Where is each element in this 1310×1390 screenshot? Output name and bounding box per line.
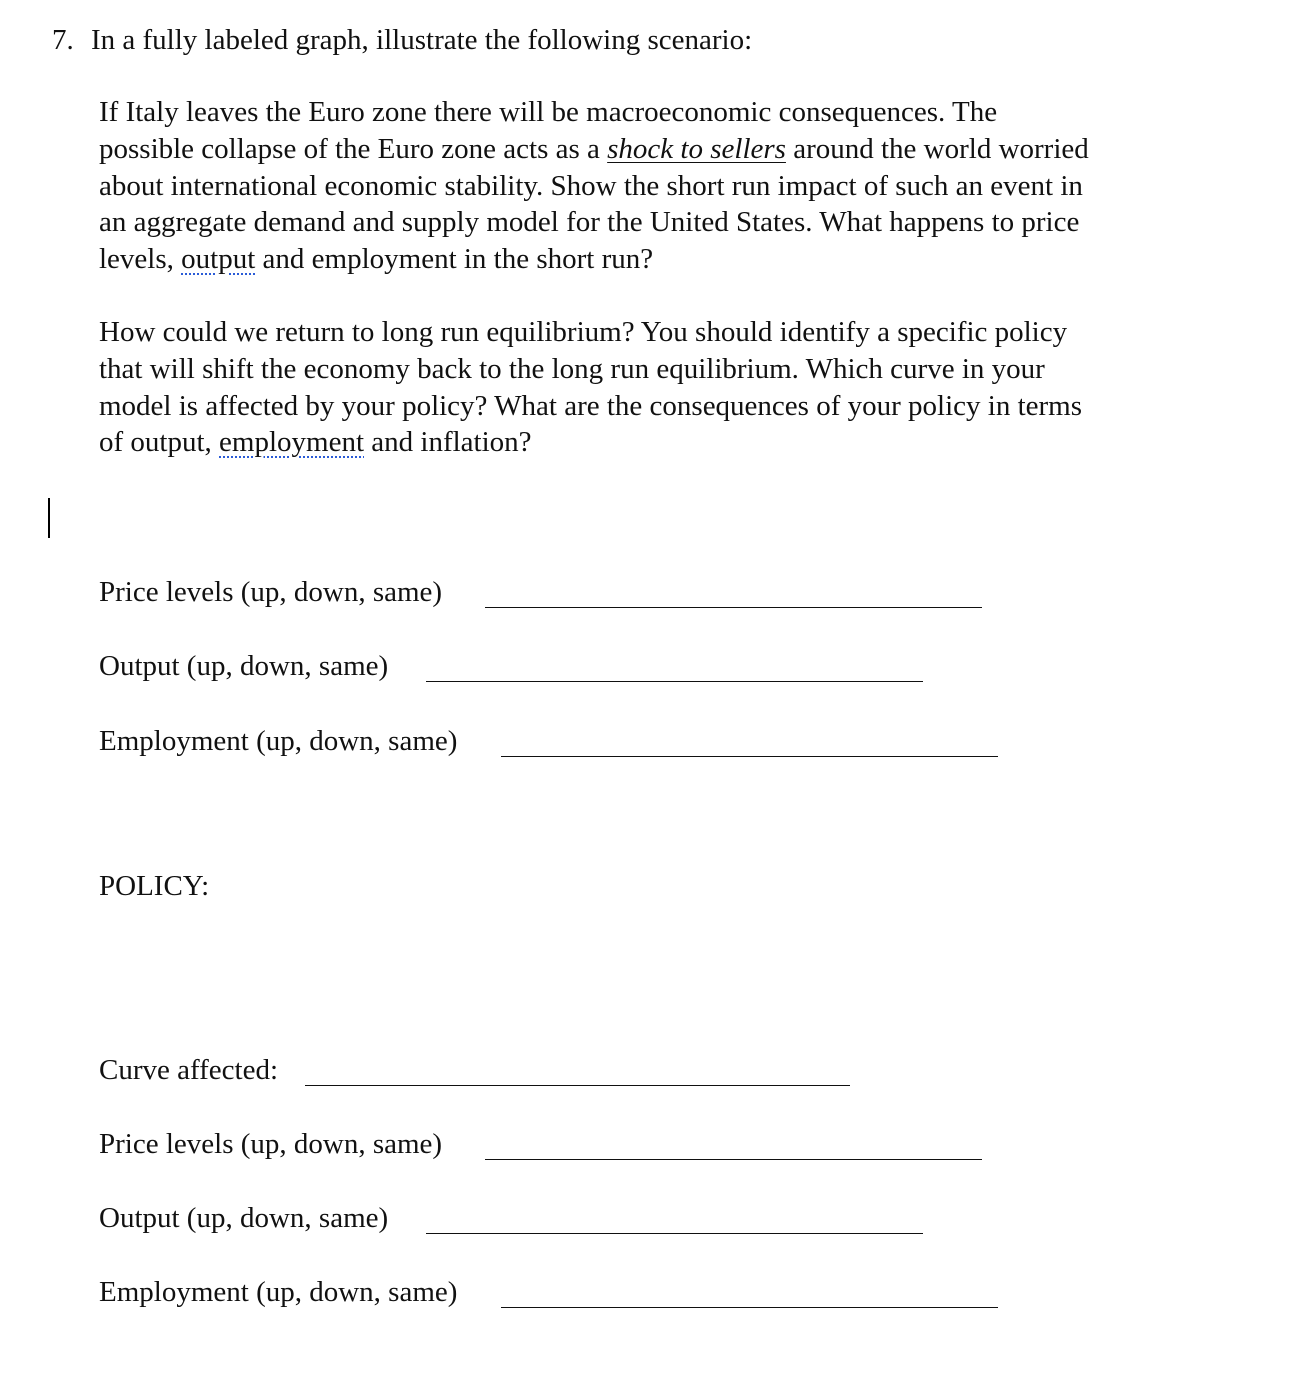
policy-question-line-4-end: and inflation?	[364, 426, 532, 459]
policy-question-line-4-start: of output,	[99, 426, 220, 459]
policy-question-paragraph	[99, 314, 1209, 461]
policy-question-line-1: How could we return to long run equilibrium? You should identify a specific policy	[99, 316, 1068, 348]
policy-employment-row	[99, 1274, 457, 1310]
policy-output-label: Output (up, down, same)	[99, 1202, 389, 1234]
short-run-output-row	[99, 648, 388, 684]
policy-output-row	[99, 1200, 388, 1236]
shock-to-sellers-phrase: shock to sellers	[607, 132, 786, 165]
policy-output-blank[interactable]	[426, 1233, 923, 1234]
scenario-line-5-end: and employment in the short run?	[255, 243, 654, 276]
short-run-employment-blank[interactable]	[501, 756, 998, 757]
short-run-output-blank[interactable]	[426, 681, 923, 682]
policy-price-levels-blank[interactable]	[485, 1159, 982, 1160]
policy-heading: POLICY:	[99, 870, 210, 902]
question-header	[52, 22, 752, 58]
policy-question-line-4	[99, 424, 1209, 461]
question-number: 7.	[52, 24, 74, 56]
policy-employment-label: Employment (up, down, same)	[99, 1276, 458, 1308]
scenario-line-4: an aggregate demand and supply model for the United States. What happens to price	[99, 206, 1080, 239]
scenario-paragraph	[99, 94, 1209, 278]
scenario-line-2-start: possible collapse of the Euro zone acts as a	[99, 132, 608, 165]
curve-affected-blank[interactable]	[305, 1085, 850, 1086]
grammar-marked-word-output[interactable]: output	[181, 243, 256, 276]
scenario-line-1: If Italy leaves the Euro zone there will be macroeconomic consequences. The	[99, 96, 998, 128]
text-cursor[interactable]	[48, 498, 50, 538]
short-run-price-levels-label: Price levels (up, down, same)	[99, 576, 443, 608]
scenario-line-5	[99, 241, 1209, 278]
policy-employment-blank[interactable]	[501, 1307, 998, 1308]
short-run-price-levels-blank[interactable]	[485, 607, 982, 608]
policy-question-line-3: model is affected by your policy? What are the consequences of your policy in terms	[99, 389, 1082, 422]
policy-price-levels-row	[99, 1126, 442, 1162]
policy-price-levels-label: Price levels (up, down, same)	[99, 1128, 443, 1160]
grammar-marked-word-employment[interactable]: employment	[219, 426, 365, 459]
scenario-line-3: about international economic stability. Show the short run impact of such an event in	[99, 169, 1083, 202]
policy-question-line-2: that will shift the economy back to the long run equilibrium. Which curve in your	[99, 352, 1045, 385]
scenario-line-2-end: around the world worried	[785, 132, 1089, 165]
scenario-line-5-start: levels,	[99, 243, 182, 276]
short-run-employment-label: Employment (up, down, same)	[99, 725, 458, 757]
curve-affected-row	[99, 1052, 278, 1088]
short-run-price-levels-row	[99, 574, 442, 610]
scenario-line-2	[99, 131, 1209, 168]
short-run-output-label: Output (up, down, same)	[99, 650, 389, 682]
question-prompt: In a fully labeled graph, illustrate the following scenario:	[91, 24, 753, 56]
short-run-employment-row	[99, 723, 457, 759]
curve-affected-label: Curve affected:	[99, 1054, 279, 1086]
